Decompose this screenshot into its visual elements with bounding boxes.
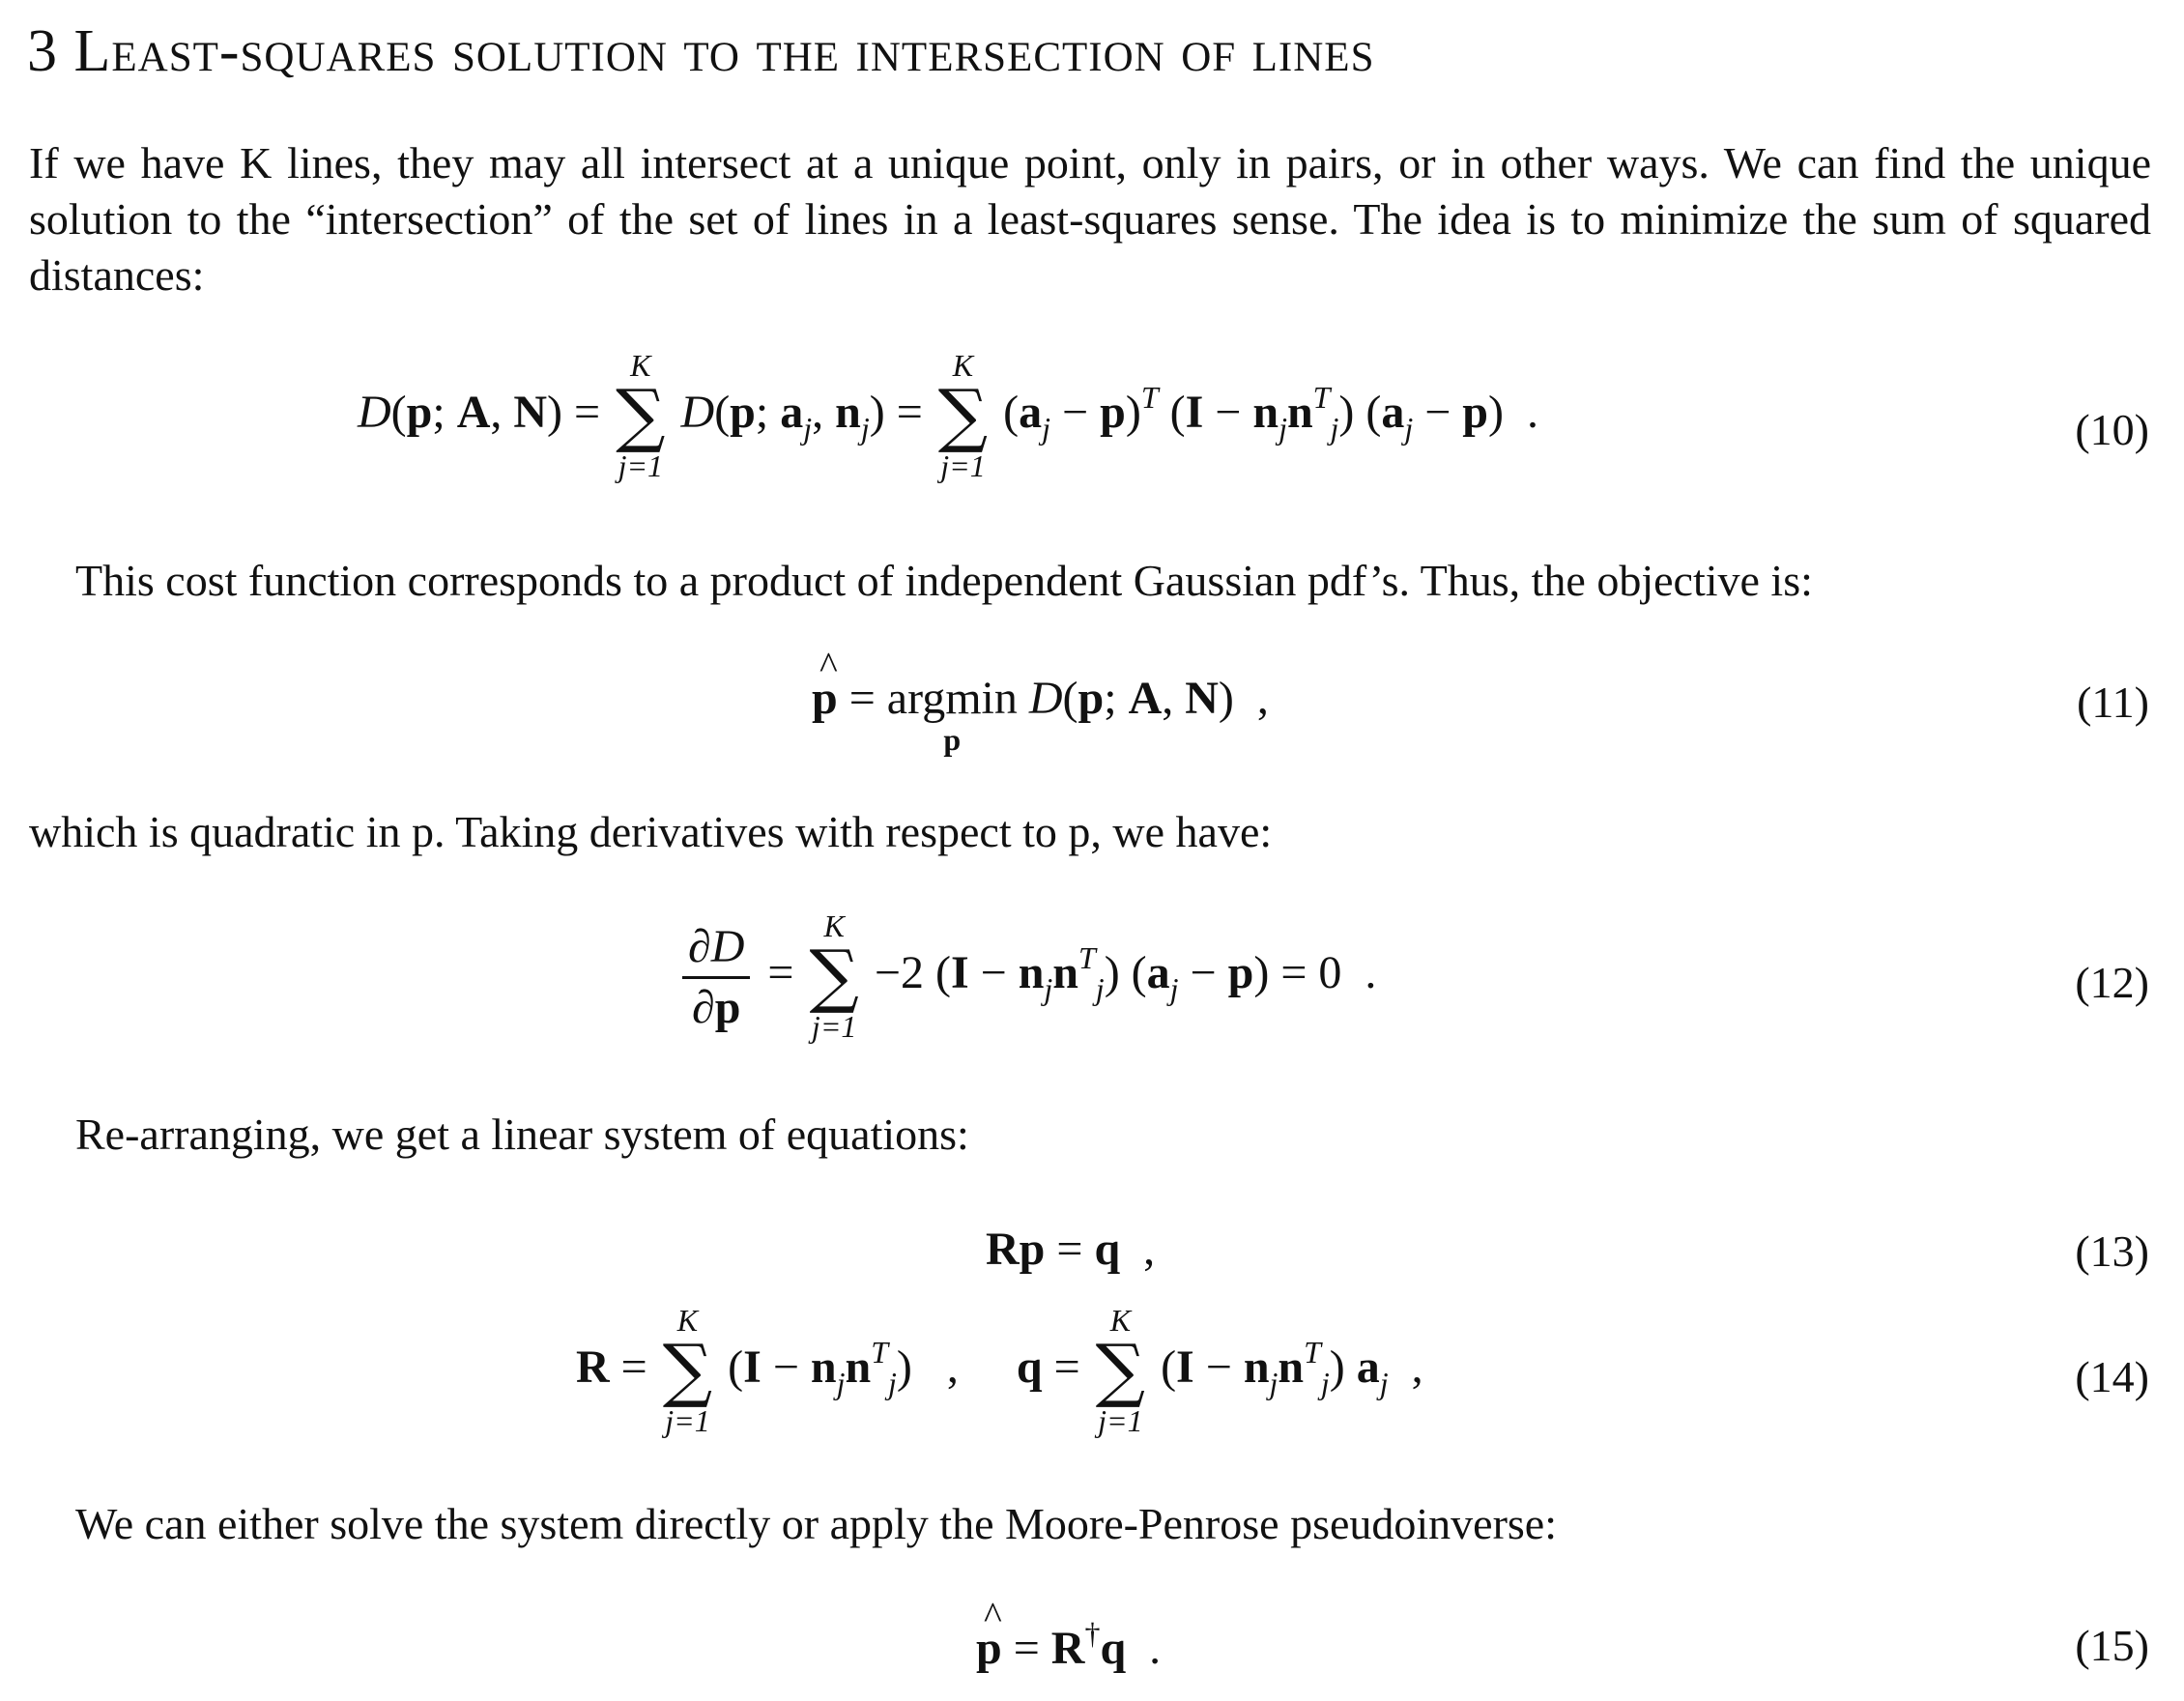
paragraph-pseudoinverse: We can either solve the system directly or apply the Moore-Penrose pseudoinverse: — [75, 1499, 1558, 1548]
equation-number-10: (10) — [2075, 405, 2149, 454]
section-number: 3 — [27, 18, 58, 84]
equation-number-13: (13) — [2075, 1226, 2149, 1276]
equation-11: ^ p = argmin p D(p; A, N) , — [812, 672, 1269, 754]
equation-10: D(p; A, N) = K ∑ j=1 D(p; $a_j$, $n_j$) = K ∑ j=1 $(a_j - p)^T$ $(I - n_jn^T_j)$ $(a_j - p)$ . — [358, 348, 1538, 483]
paragraph-intro: If we have K lines, they may all intersect at a unique point, only in pairs, or in other ways. We can find the unique solution to the “intersection” of the set of lines in a least-squares sense. The idea is to minimize the sum of squared distances: — [29, 138, 2151, 300]
equation-number-15: (15) — [2075, 1621, 2149, 1670]
equation-number-14: (14) — [2075, 1352, 2149, 1401]
section-title: Least-squares solution to the intersection of lines — [73, 18, 1375, 84]
paragraph-quadratic: which is quadratic in p. Taking derivatives with respect to p, we have: — [29, 807, 1273, 856]
equation-14: R = K ∑ j=1 $(I - n_jn^T_j)$ , q = K ∑ j=1 $(I - n_jn^T_j)$ $a_j$ , — [576, 1303, 1423, 1438]
equation-13: Rp = q , — [986, 1224, 1156, 1275]
section-heading — [27, 17, 1375, 86]
paragraph-cost-function: This cost function corresponds to a product of independent Gaussian pdf’s. Thus, the objective is: — [75, 556, 1813, 605]
equation-number-12: (12) — [2075, 958, 2149, 1007]
equation-15: ^ p = R†q . — [976, 1616, 1161, 1675]
paragraph-rearranging: Re-arranging, we get a linear system of equations: — [75, 1110, 969, 1159]
equation-number-11: (11) — [2077, 678, 2149, 727]
equation-12: $\frac{\partial D}{\partial p}$ = K ∑ j=1 −2 $(I - n_jn^T_j)$ $(a_j - p) = 0$ . — [676, 908, 1376, 1046]
